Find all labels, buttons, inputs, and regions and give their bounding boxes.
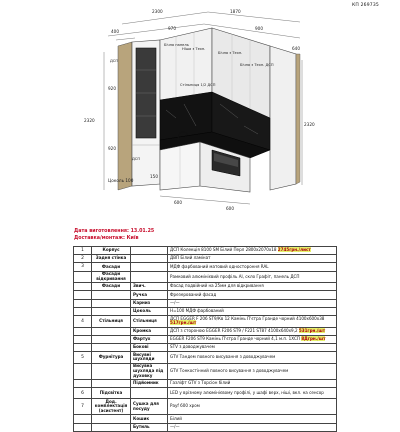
item-value-cell: [168, 271, 337, 283]
item-label: Звич.: [131, 283, 168, 291]
item-value: Фасад подвійний на 25мм для відкривання: [170, 283, 264, 289]
table-row: [74, 352, 337, 364]
item-label: [131, 271, 168, 283]
table-row: [74, 327, 337, 335]
item-value: EGGER F206 ST9 Камінь П'єтра Гранде чорний 4,1 м.п. 1ХСП: [170, 335, 300, 341]
item-value: STV з доводжувачем: [170, 344, 215, 350]
item-value-cell: [168, 335, 337, 343]
table-row: [74, 363, 337, 379]
item-label: Фартух: [131, 335, 168, 343]
table-row: [74, 315, 337, 327]
row-number: [74, 423, 92, 431]
item-value-cell: [168, 363, 337, 379]
item-label: [131, 255, 168, 263]
section-name: Фурнітура: [92, 352, 131, 364]
order-number: КП 269735: [352, 3, 379, 8]
row-number: [74, 335, 92, 343]
table-row: [74, 423, 337, 431]
item-label: Цоколь: [131, 307, 168, 315]
price-highlight: 531грн./шт: [298, 327, 326, 333]
item-value-cell: [168, 307, 337, 315]
section-name: Корпус: [92, 247, 131, 255]
item-value: GTV Тонкостінний повного висування з доводжувачем: [170, 367, 289, 373]
section-name: Фасади відкривання: [92, 271, 131, 283]
item-value-cell: [168, 388, 337, 399]
dim-bottom-2: 600: [226, 206, 234, 211]
upper-cabinets-back: [160, 28, 212, 100]
section-name: [92, 415, 131, 423]
item-value: ДСП Колекція 8100 SM Білий Перл 2800х2070х18: [170, 247, 277, 253]
svg-text:Ніша з Техн.: Ніша з Техн.: [182, 47, 206, 51]
row-number: [74, 363, 92, 379]
section-name: [92, 335, 131, 343]
table-row: [74, 343, 337, 351]
dim-top-seg-2: 970: [168, 26, 176, 31]
svg-text:Бічна панель: Бічна панель: [164, 43, 189, 47]
row-number: [74, 299, 92, 307]
item-value-cell: [168, 299, 337, 307]
item-value: ДСП EGGER F 206 ST9/Кв 12 Камінь П'єтра Гранде чорний 4100х600х38: [170, 315, 325, 321]
row-number: [74, 327, 92, 335]
row-number: [74, 415, 92, 423]
section-name: [92, 379, 131, 387]
section-name: [92, 363, 131, 379]
section-name: [92, 291, 131, 299]
item-value-cell: [168, 315, 337, 327]
row-number: 6: [74, 388, 92, 399]
row-number: [74, 307, 92, 315]
item-value-cell: [168, 283, 337, 291]
svg-text:ДСП: ДСП: [132, 157, 141, 161]
item-value: Газліфт GTV з Торсіон білий: [170, 380, 231, 386]
item-value: —/—: [170, 423, 180, 429]
svg-text:Стільниця 1/2 ДСП: Стільниця 1/2 ДСП: [180, 83, 216, 87]
item-label: Висувна шухляда під духовку: [131, 363, 168, 379]
row-number: 3: [74, 263, 92, 271]
row-number: [74, 283, 92, 291]
dim-right-depth: 640: [292, 46, 300, 51]
section-name: Дод. комплектація (асистент): [92, 399, 131, 415]
table-row: [74, 307, 337, 315]
table-row: [74, 291, 337, 299]
row-number: 1: [74, 247, 92, 255]
item-label: Кошик: [131, 415, 168, 423]
item-value-cell: [168, 343, 337, 351]
item-label: Висувні шухляди: [131, 352, 168, 364]
svg-text:Бічна з Техн.: Бічна з Техн.: [218, 51, 243, 55]
item-value: Рауf 600 хром: [170, 403, 200, 409]
dim-top-seg-3: 900: [255, 26, 263, 31]
item-value: —/—: [170, 299, 180, 305]
dim-top-right: 1870: [230, 9, 241, 14]
item-label: Карниз: [131, 299, 168, 307]
row-number: [74, 271, 92, 283]
item-label: Бутиль: [131, 423, 168, 431]
section-name: [92, 343, 131, 351]
table-row: [74, 399, 337, 415]
plinth-label: Цоколь 100: [108, 178, 134, 183]
item-value-cell: [168, 263, 337, 271]
item-value: ДВП Білий ламінат: [170, 255, 211, 261]
table-row: [74, 283, 337, 291]
item-value-cell: [168, 352, 337, 364]
section-name: Підсвітка: [92, 388, 131, 399]
tall-cabinet-side: [118, 42, 132, 190]
dim-top-overall: 2300: [152, 9, 163, 14]
specification-table: [73, 246, 337, 432]
section-name: [92, 299, 131, 307]
item-value-cell: [168, 423, 337, 431]
section-name: Фасади: [92, 263, 131, 271]
svg-text:ДСП: ДСП: [110, 59, 119, 63]
item-value-cell: [168, 379, 337, 387]
table-row: [74, 388, 337, 399]
section-name: Фасади: [92, 283, 131, 291]
right-tall-cabinet: [270, 46, 296, 190]
specification-table-body: [74, 247, 337, 432]
row-number: 4: [74, 315, 92, 327]
item-value: GTV Тандем повного висування з доводжувачем: [170, 354, 276, 359]
item-label: Підйомник: [131, 379, 168, 387]
price-highlight: 517грн./шт: [170, 320, 197, 326]
row-number: [74, 343, 92, 351]
dim-bottom-3: 150: [150, 174, 158, 179]
item-label: Бокові: [131, 343, 168, 351]
section-name: [92, 307, 131, 315]
price-highlight: 2745грн./лист: [277, 247, 311, 253]
section-name: Стільниця: [92, 315, 131, 327]
row-number: 7: [74, 399, 92, 415]
table-row: [74, 263, 337, 271]
price-highlight: 8Дгрн./шт: [301, 335, 326, 341]
manufacture-date: Дата виготовлення: 13.01.25: [74, 229, 155, 234]
table-row: [74, 255, 337, 263]
row-number: [74, 291, 92, 299]
item-value: ДСП з стороною EGGER F206 ST9 / F221 ST87 4100х640х9,2: [170, 327, 298, 333]
item-label: Ручка: [131, 291, 168, 299]
svg-text:Бічна з Техн. ДСП: Бічна з Техн. ДСП: [240, 63, 274, 67]
dim-left-height: 2320: [84, 118, 95, 123]
item-label: [131, 247, 168, 255]
item-value: LED у врізному алюмінієвому профілі, у шафі верх, ніші, вкл. на сенсор: [170, 389, 324, 395]
section-name: [92, 423, 131, 431]
table-row: [74, 415, 337, 423]
dim-right-height: 2320: [304, 122, 315, 127]
item-label: [131, 388, 168, 399]
item-label: Сушка для посуду: [131, 399, 168, 415]
row-number: [74, 379, 92, 387]
item-value-cell: [168, 291, 337, 299]
item-value: H=100 МДФ фарбований: [170, 307, 224, 313]
item-value: Фрезерований фасад: [170, 291, 217, 297]
item-value-cell: [168, 415, 337, 423]
delivery-info: Доставка/монтаж: Київ: [74, 236, 139, 241]
item-value-cell: [168, 247, 337, 255]
item-label: Кромка: [131, 327, 168, 335]
row-number: 5: [74, 352, 92, 364]
dim-bottom-1: 600: [174, 200, 182, 205]
item-value-cell: [168, 399, 337, 415]
dim-left-lower: 920: [108, 146, 116, 151]
item-value: Рамковий алюмінієвий профіль Al, скло Графіт, панель ДСП: [170, 273, 300, 279]
table-row: [74, 247, 337, 255]
item-value: МДФ фарбований матовий одностороння RAL: [170, 263, 269, 269]
table-row: [74, 335, 337, 343]
item-label: Стільниця: [131, 315, 168, 327]
dim-top-seg-1: 400: [111, 29, 119, 34]
item-value: Білий: [170, 415, 182, 421]
item-value-cell: [168, 327, 337, 335]
item-value-cell: [168, 255, 337, 263]
table-row: [74, 379, 337, 387]
section-name: Задня стінка: [92, 255, 131, 263]
section-name: [92, 327, 131, 335]
dim-left-upper: 920: [108, 86, 116, 91]
item-label: [131, 263, 168, 271]
table-row: [74, 271, 337, 283]
table-row: [74, 299, 337, 307]
row-number: 2: [74, 255, 92, 263]
